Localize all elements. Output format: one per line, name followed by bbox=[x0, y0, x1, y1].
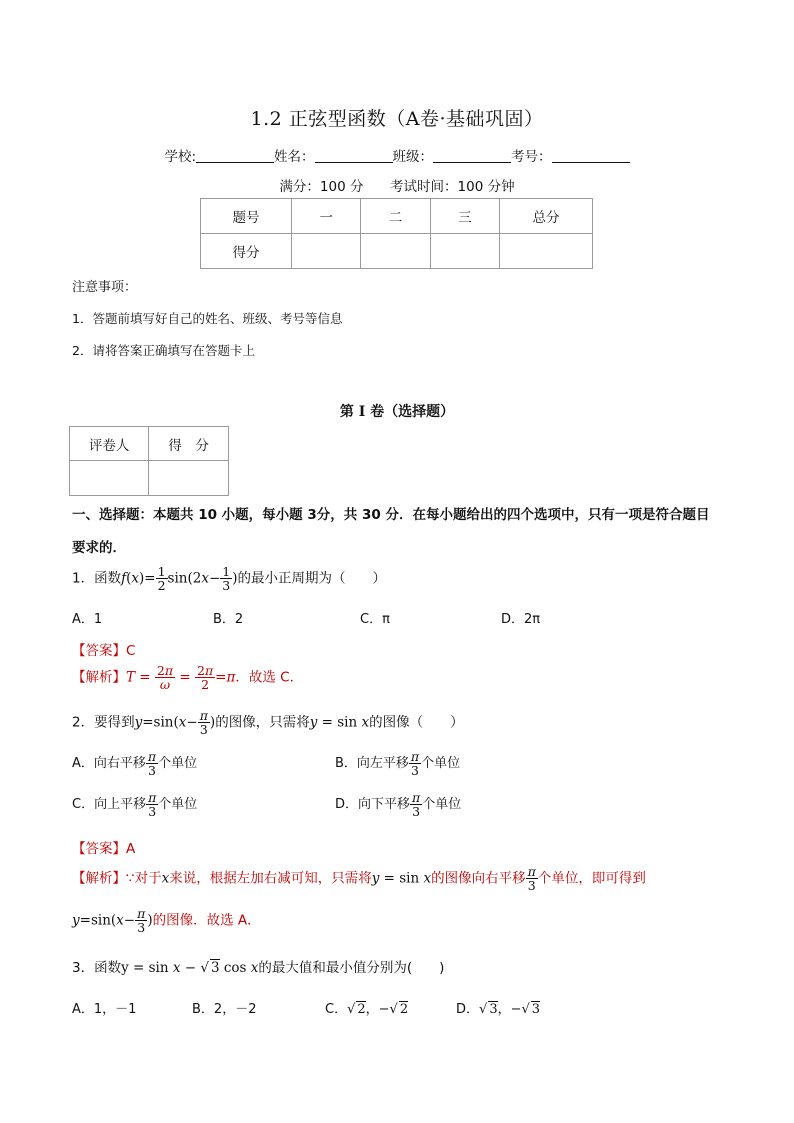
section-instruction: 要求的． bbox=[72, 540, 126, 556]
class-blank[interactable] bbox=[433, 149, 511, 163]
score-input-cell[interactable] bbox=[292, 234, 361, 269]
number-blank[interactable] bbox=[552, 149, 630, 163]
q2-analysis: 【解析】∵对于x来说，根据左加右减可知，只需将y = sin x的图像向右平移 $\frac{\pi}{3}$ 个单位，即可得到 bbox=[72, 864, 646, 894]
answer-label: 【答案】 bbox=[72, 841, 126, 857]
option-unit: 个单位 bbox=[422, 797, 462, 813]
score-table-cell: 得分 bbox=[201, 234, 292, 269]
q1-option-c[interactable]: C．π bbox=[360, 612, 390, 627]
analysis-text: ∵对于 bbox=[126, 870, 162, 887]
score-table-cell: 题号 bbox=[201, 199, 292, 234]
analysis-text: 的图像．故选 A． bbox=[152, 912, 261, 929]
question-1: 1．函数f(x)= $\frac{1}{2}$ sin(2x− $\frac{1}{3}$ )的最小正周期为（ ） bbox=[72, 564, 387, 594]
score-table-cell: 总分 bbox=[499, 199, 592, 234]
option-unit: 个单位 bbox=[421, 756, 461, 772]
option-label: D． bbox=[456, 1002, 480, 1017]
section-instruction: 一、选择题：本题共 10 小题，每小题 3分，共 30 分．在每小题给出的四个选项中，只有一项是符合题目 bbox=[72, 507, 710, 523]
q2-suffix: 的图像（ ） bbox=[369, 714, 464, 731]
analysis-text: 来说，根据左加右减可知，只需将 bbox=[169, 870, 372, 887]
q2-prefix: 2．要得到 bbox=[72, 714, 135, 731]
q1-answer bbox=[72, 639, 135, 659]
score-input-cell[interactable] bbox=[361, 234, 430, 269]
q3-suffix: 的最大值和最小值分别为( ) bbox=[258, 960, 445, 976]
grader-table-cell: 得 分 bbox=[149, 427, 229, 461]
number-label: 考号： bbox=[511, 149, 552, 165]
option-label: B．向左平移 bbox=[335, 756, 409, 772]
q3-prefix: 3．函数 bbox=[72, 960, 122, 976]
answer-label: 【答案】 bbox=[72, 643, 126, 659]
q1-option-d[interactable]: D．2π bbox=[501, 612, 541, 627]
score-table bbox=[200, 198, 593, 269]
q3-option-a[interactable]: A．1，－1 bbox=[72, 1002, 137, 1017]
option-label: C．向上平移 bbox=[72, 797, 147, 813]
page-title: 1.2 正弦型函数（A卷·基础巩固） bbox=[250, 108, 544, 130]
q1-option-b[interactable]: B．2 bbox=[213, 612, 244, 627]
score-table-cell: 一 bbox=[292, 199, 361, 234]
score-table-cell: 二 bbox=[361, 199, 430, 234]
q2-option-a[interactable]: A．向右平移 $\frac{\pi}{3}$ 个单位 bbox=[72, 749, 198, 779]
grader-input-cell[interactable] bbox=[149, 461, 229, 496]
notes-heading: 注意事项： bbox=[72, 280, 138, 295]
option-label: A．向右平移 bbox=[72, 756, 146, 772]
q1-prefix: 1．函数 bbox=[72, 570, 122, 587]
exam-meta bbox=[0, 175, 794, 195]
q1-suffix: 的最小正周期为（ ） bbox=[237, 570, 387, 587]
analysis-text: ．故选 C． bbox=[235, 669, 304, 686]
analysis-text: 的图像向右平移 bbox=[431, 870, 526, 887]
answer-value: A bbox=[126, 841, 136, 857]
analysis-text: 个单位，即可得到 bbox=[537, 870, 646, 887]
option-unit: 个单位 bbox=[158, 756, 198, 772]
grader-table-cell: 评卷人 bbox=[70, 427, 149, 461]
class-label: 班级： bbox=[392, 149, 434, 165]
score-input-cell[interactable] bbox=[499, 234, 592, 269]
option-label: C． bbox=[325, 1002, 348, 1017]
q2-middle: 的图像，只需将 bbox=[215, 714, 310, 731]
q2-analysis-cont: y=sin(x− $\frac{\pi}{3}$ )的图像．故选 A． bbox=[72, 906, 261, 936]
option-label: D．向下平移 bbox=[335, 797, 411, 813]
full-score: 满分：100 分 bbox=[279, 179, 364, 195]
q3-option-b[interactable]: B．2，－2 bbox=[192, 1002, 257, 1017]
score-input-cell[interactable] bbox=[430, 234, 499, 269]
grader-input-cell[interactable] bbox=[70, 461, 149, 496]
question-2: 2．要得到y=sin(x− $\frac{\pi}{3}$ )的图像，只需将y = sin x的图像（ ） bbox=[72, 708, 464, 738]
q2-option-d[interactable]: D．向下平移 $\frac{\pi}{3}$ 个单位 bbox=[335, 790, 462, 820]
name-label: 姓名： bbox=[274, 149, 315, 165]
q2-option-c[interactable]: C．向上平移 $\frac{\pi}{3}$ 个单位 bbox=[72, 790, 198, 820]
exam-time: 考试时间：100 分钟 bbox=[390, 179, 515, 195]
question-3: 3．函数y = sin x − √ 3 cos x的最大值和最小值分别为( ) bbox=[72, 960, 445, 976]
q1-formula: f bbox=[121, 570, 127, 587]
answer-value: C bbox=[126, 643, 136, 659]
q3-option-c[interactable]: C．√ 2，−√ 2 bbox=[325, 1002, 409, 1017]
student-info-line bbox=[0, 145, 794, 165]
q3-option-d[interactable]: D．√ 3，−√ 3 bbox=[456, 1002, 541, 1017]
q1-option-a[interactable]: A．1 bbox=[72, 612, 103, 627]
school-label: 学校: bbox=[164, 149, 197, 165]
option-unit: 个单位 bbox=[158, 797, 198, 813]
q1-analysis: 【解析】T = $\frac{2\pi}{\omega}$ = $\frac{2\pi}{2}$ =π．故选 C． bbox=[72, 663, 304, 693]
grader-table bbox=[69, 426, 229, 496]
section-title: 第 I 卷（选择题） bbox=[339, 404, 455, 420]
score-table-cell: 三 bbox=[430, 199, 499, 234]
notes-item: 1．答题前填写好自己的姓名、班级、考号等信息 bbox=[72, 311, 343, 326]
name-blank[interactable] bbox=[315, 149, 393, 163]
notes-item: 2．请将答案正确填写在答题卡上 bbox=[72, 343, 255, 358]
analysis-label: 【解析】 bbox=[72, 669, 126, 686]
q2-answer bbox=[72, 837, 135, 857]
analysis-label: 【解析】 bbox=[72, 870, 126, 887]
q2-option-b[interactable]: B．向左平移 $\frac{\pi}{3}$ 个单位 bbox=[335, 749, 461, 779]
school-blank[interactable] bbox=[196, 149, 274, 163]
